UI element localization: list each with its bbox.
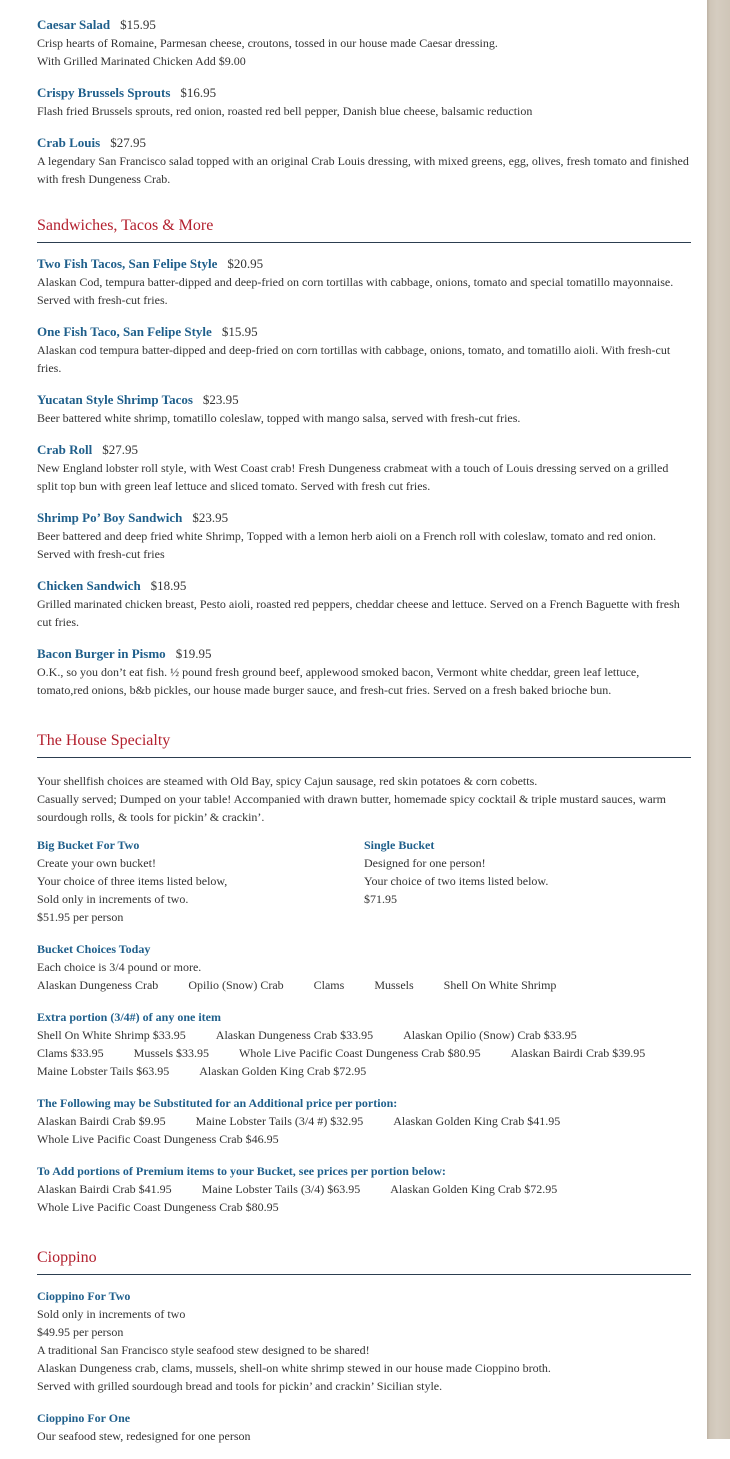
item-name: Bacon Burger in Pismo [37,646,166,661]
bucket-choices [37,940,691,994]
item-price: $20.95 [227,256,264,271]
menu-item [37,577,691,631]
choice-item: Shell On White Shrimp [443,978,557,992]
item-name: Chicken Sandwich [37,578,141,593]
bucket-line: Designed for one person! [364,856,486,870]
price-row [37,1130,691,1148]
price-entry: Alaskan Bairdi Crab $9.95 [37,1114,166,1128]
premium-prices [37,1162,691,1216]
single-bucket [364,836,691,926]
cioppino-for-two [37,1287,691,1395]
menu-content [37,0,691,1459]
choice-item: Alaskan Dungeness Crab [37,978,159,992]
price-entry: Alaskan Golden King Crab $41.95 [393,1114,561,1128]
choice-item: Mussels [374,978,414,992]
item-name: Caesar Salad [37,17,111,32]
price-entry: Whole Live Pacific Coast Dungeness Crab $80.95 [37,1200,279,1214]
price-row [37,1062,691,1080]
cioppino-line: Alaskan Dungeness crab, clams, mussels, shell-on white shrimp stewed in our house made Cioppino broth. [37,1361,551,1375]
item-name: Crab Roll [37,442,93,457]
section-title-house-specialty: The House Specialty [37,731,691,758]
price-row [37,1026,691,1044]
intro-line: Your shellfish choices are steamed with Old Bay, spicy Cajun sausage, red skin potatoes & corn cobetts. [37,774,538,788]
extra-portion-title: Extra portion (3/4#) of any one item [37,1010,221,1024]
bucket-line: Sold only in increments of two. [37,892,189,906]
menu-item [37,645,691,699]
item-price: $27.95 [102,442,138,457]
cioppino-line: Sold only in increments of two [37,1307,186,1321]
page-edge-decoration [707,0,730,1439]
item-desc: Crisp hearts of Romaine, Parmesan cheese, croutons, tossed in our house made Caesar dressing. [37,36,498,50]
choice-item: Clams [313,978,345,992]
bucket-options [37,836,691,926]
price-entry: Whole Live Pacific Coast Dungeness Crab $46.95 [37,1132,279,1146]
menu-item [37,509,691,563]
item-name: Crispy Brussels Sprouts [37,85,171,100]
menu-item [37,391,691,427]
item-price: $15.95 [120,17,156,32]
choice-item: Opilio (Snow) Crab [188,978,284,992]
item-name: One Fish Taco, San Felipe Style [37,324,212,339]
item-price: $23.95 [192,510,229,525]
bucket-line: $71.95 [364,892,397,906]
cioppino-for-one [37,1409,691,1445]
item-price: $16.95 [180,85,217,100]
bucket-choices-title: Bucket Choices Today [37,942,151,956]
price-entry: Alaskan Bairdi Crab $39.95 [510,1046,646,1060]
menu-item [37,441,691,495]
item-price: $23.95 [202,392,239,407]
menu-item [37,323,691,377]
menu-item-crab-louis [37,134,691,188]
bucket-line: Your choice of three items listed below, [37,874,228,888]
item-desc: Flash fried Brussels sprouts, red onion, roasted red bell pepper, Danish blue cheese, balsamic reduction [37,104,533,118]
item-name: Shrimp Po’ Boy Sandwich [37,510,183,525]
cioppino-two-title: Cioppino For Two [37,1289,131,1303]
item-desc: Beer battered white shrimp, tomatillo coleslaw, topped with mango salsa, served with fresh-cut fries. [37,411,521,425]
item-price: $15.95 [221,324,258,339]
item-desc: O.K., so you don’t eat fish. ½ pound fresh ground beef, applewood smoked bacon, Vermont white cheddar, green leaf lettuce, tomato,red onions, b&b pickles, our house made burger sauce, and fresh-cut fries. Served on a fresh baked brioche bun. [37,665,640,697]
single-bucket-title: Single Bucket [364,838,435,852]
big-bucket-title: Big Bucket For Two [37,838,140,852]
price-row [37,1112,691,1130]
bucket-line: Create your own bucket! [37,856,156,870]
item-desc: Alaskan cod tempura batter-dipped and deep-fried on corn tortillas with cabbage, onions, tomato, and tomatillo aioli. With fresh-cut fries. [37,343,671,375]
bucket-choices-list [37,976,691,994]
menu-item-caesar-salad [37,16,691,70]
cioppino-line: $49.95 per person [37,1325,124,1339]
price-entry: Alaskan Golden King Crab $72.95 [199,1064,367,1078]
item-desc-addon: With Grilled Marinated Chicken Add $9.00 [37,54,246,68]
section-title-cioppino: Cioppino [37,1248,691,1275]
menu-item [37,255,691,309]
price-entry: Alaskan Opilio (Snow) Crab $33.95 [403,1028,577,1042]
bucket-line: $51.95 per person [37,910,124,924]
item-price: $27.95 [110,135,146,150]
price-row [37,1198,691,1216]
price-entry: Maine Lobster Tails $63.95 [37,1064,170,1078]
item-desc: Alaskan Cod, tempura batter-dipped and deep-fried on corn tortillas with cabbage, onions, tomato and special tomatillo mayonnaise. Served with fresh-cut fries. [37,275,674,307]
big-bucket [37,836,364,926]
bucket-line: Your choice of two items listed below. [364,874,549,888]
item-name: Two Fish Tacos, San Felipe Style [37,256,218,271]
price-entry: Whole Live Pacific Coast Dungeness Crab $80.95 [239,1046,481,1060]
item-price: $18.95 [150,578,187,593]
menu-item-crispy-brussels-sprouts [37,84,691,120]
cioppino-line: A traditional San Francisco style seafood stew designed to be shared! [37,1343,370,1357]
bucket-choices-note: Each choice is 3/4 pound or more. [37,960,202,974]
premium-title: To Add portions of Premium items to your Bucket, see prices per portion below: [37,1164,446,1178]
price-entry: Maine Lobster Tails (3/4 #) $32.95 [195,1114,364,1128]
house-intro [37,772,691,826]
intro-line: Casually served; Dumped on your table! Accompanied with drawn butter, homemade spicy cocktail & triple mustard sauces, warm sourdough rolls, & tools for pickin’ & crackin’. [37,792,667,824]
price-entry: Mussels $33.95 [133,1046,210,1060]
price-entry: Alaskan Bairdi Crab $41.95 [37,1182,172,1196]
item-desc: Grilled marinated chicken breast, Pesto aioli, roasted red peppers, cheddar cheese and lettuce. Served on a French Baguette with fresh cut fries. [37,597,680,629]
price-entry: Shell On White Shrimp $33.95 [37,1028,186,1042]
cioppino-line: Served with grilled sourdough bread and tools for pickin’ and crackin’ Sicilian style. [37,1379,443,1393]
price-entry: Alaskan Dungeness Crab $33.95 [215,1028,374,1042]
price-row [37,1180,691,1198]
price-row [37,1044,691,1062]
item-desc: A legendary San Francisco salad topped with an original Crab Louis dressing, with mixed greens, egg, olives, fresh tomato and finished with fresh Dungeness Crab. [37,154,689,186]
substitute-prices [37,1094,691,1148]
cioppino-line: Our seafood stew, redesigned for one person [37,1429,251,1443]
extra-portion [37,1008,691,1080]
price-entry: Alaskan Golden King Crab $72.95 [390,1182,558,1196]
price-entry: Clams $33.95 [37,1046,104,1060]
item-name: Yucatan Style Shrimp Tacos [37,392,193,407]
item-name: Crab Louis [37,135,101,150]
item-desc: Beer battered and deep fried white Shrimp, Topped with a lemon herb aioli on a French roll with coleslaw, tomato and red onion. Served with fresh-cut fries [37,529,656,561]
item-price: $19.95 [175,646,212,661]
substitute-title: The Following may be Substituted for an Additional price per portion: [37,1096,398,1110]
section-title-sandwiches: Sandwiches, Tacos & More [37,216,691,243]
price-entry: Maine Lobster Tails (3/4) $63.95 [201,1182,361,1196]
item-desc: New England lobster roll style, with West Coast crab! Fresh Dungeness crabmeat with a touch of Louis dressing served on a grilled split top bun with green leaf lettuce and sliced tomato. Served with fresh cut fries. [37,461,669,493]
cioppino-one-title: Cioppino For One [37,1411,131,1425]
